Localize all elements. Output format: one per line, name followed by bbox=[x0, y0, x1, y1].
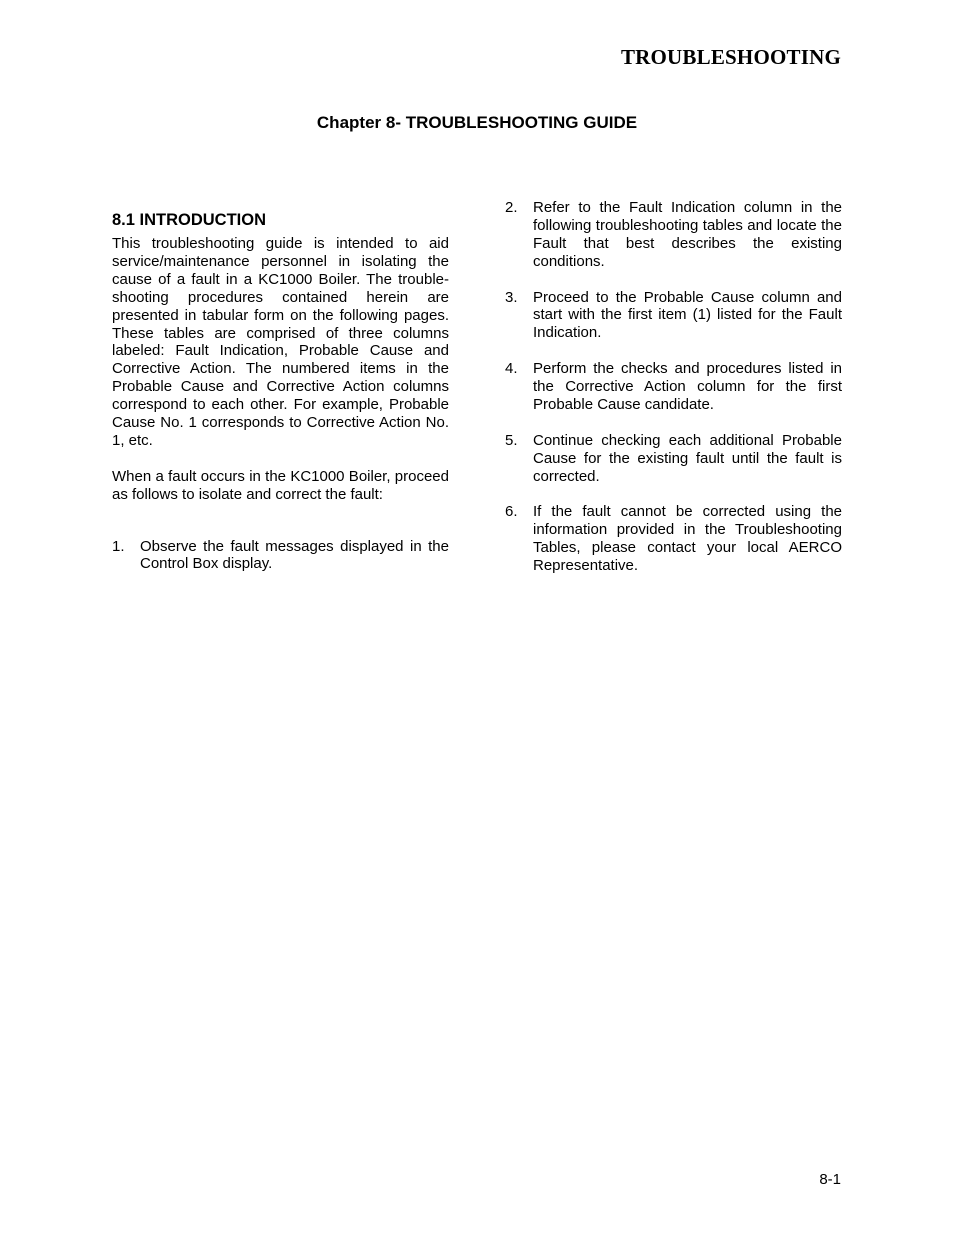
steps-list-right bbox=[505, 199, 842, 575]
right-column bbox=[505, 199, 842, 593]
procedure-intro-paragraph: When a fault occurs in the KC1000 Boiler, proceed as follows to isolate and correct the fault: bbox=[112, 467, 449, 503]
intro-paragraph: This troubleshooting guide is intended to aid service/maintenance personnel in isolating the cause of a fault in a KC1000 Boiler. The trouble-shooting procedures contained herein are presented in tabular form on the following pages. These tables are comprised of three columns labeled: Fault Indication, Probable Cause and Corrective Action. The numbered items in the Probable Cause and Corrective Action columns correspond to each other. For example, Probable Cause No. 1 corresponds to Corrective Action No. 1, etc. bbox=[112, 235, 449, 449]
list-item-number: 2. bbox=[505, 199, 518, 216]
left-column bbox=[112, 209, 449, 591]
list-item-text: If the fault cannot be corrected using the information provided in the Troubleshooting Tables, please contact your local AERCO Representative. bbox=[533, 503, 842, 575]
list-item bbox=[112, 538, 449, 574]
list-item bbox=[505, 199, 842, 271]
list-item-number: 4. bbox=[505, 360, 518, 378]
running-header: TROUBLESHOOTING bbox=[620, 45, 841, 69]
list-item-number: 6. bbox=[505, 503, 518, 521]
list-item bbox=[505, 432, 842, 486]
list-item-number: 5. bbox=[505, 431, 518, 449]
list-item-text: Proceed to the Probable Cause column and start with the first item (1) listed for the Fault Indication. bbox=[533, 288, 842, 342]
list-item-text: Continue checking each additional Probable Cause for the existing fault until the fault is corrected. bbox=[533, 431, 842, 485]
list-item-text: Perform the checks and procedures listed in the Corrective Action column for the first Probable Cause candidate. bbox=[533, 360, 842, 413]
steps-list-left bbox=[112, 538, 449, 574]
list-item-text: Refer to the Fault Indication column in the following troubleshooting tables and locate the Fault that best describes the existing conditions. bbox=[533, 199, 842, 270]
chapter-title: Chapter 8- TROUBLESHOOTING GUIDE bbox=[316, 113, 638, 132]
list-item-text: Observe the fault messages displayed in the Control Box display. bbox=[140, 537, 449, 573]
list-item-number: 1. bbox=[112, 537, 125, 555]
section-heading: 8.1 INTRODUCTION bbox=[112, 211, 267, 229]
list-item bbox=[505, 360, 842, 414]
list-item-number: 3. bbox=[505, 288, 518, 306]
list-item bbox=[505, 503, 842, 575]
list-item bbox=[505, 289, 842, 343]
page-number: 8-1 bbox=[819, 1171, 841, 1188]
